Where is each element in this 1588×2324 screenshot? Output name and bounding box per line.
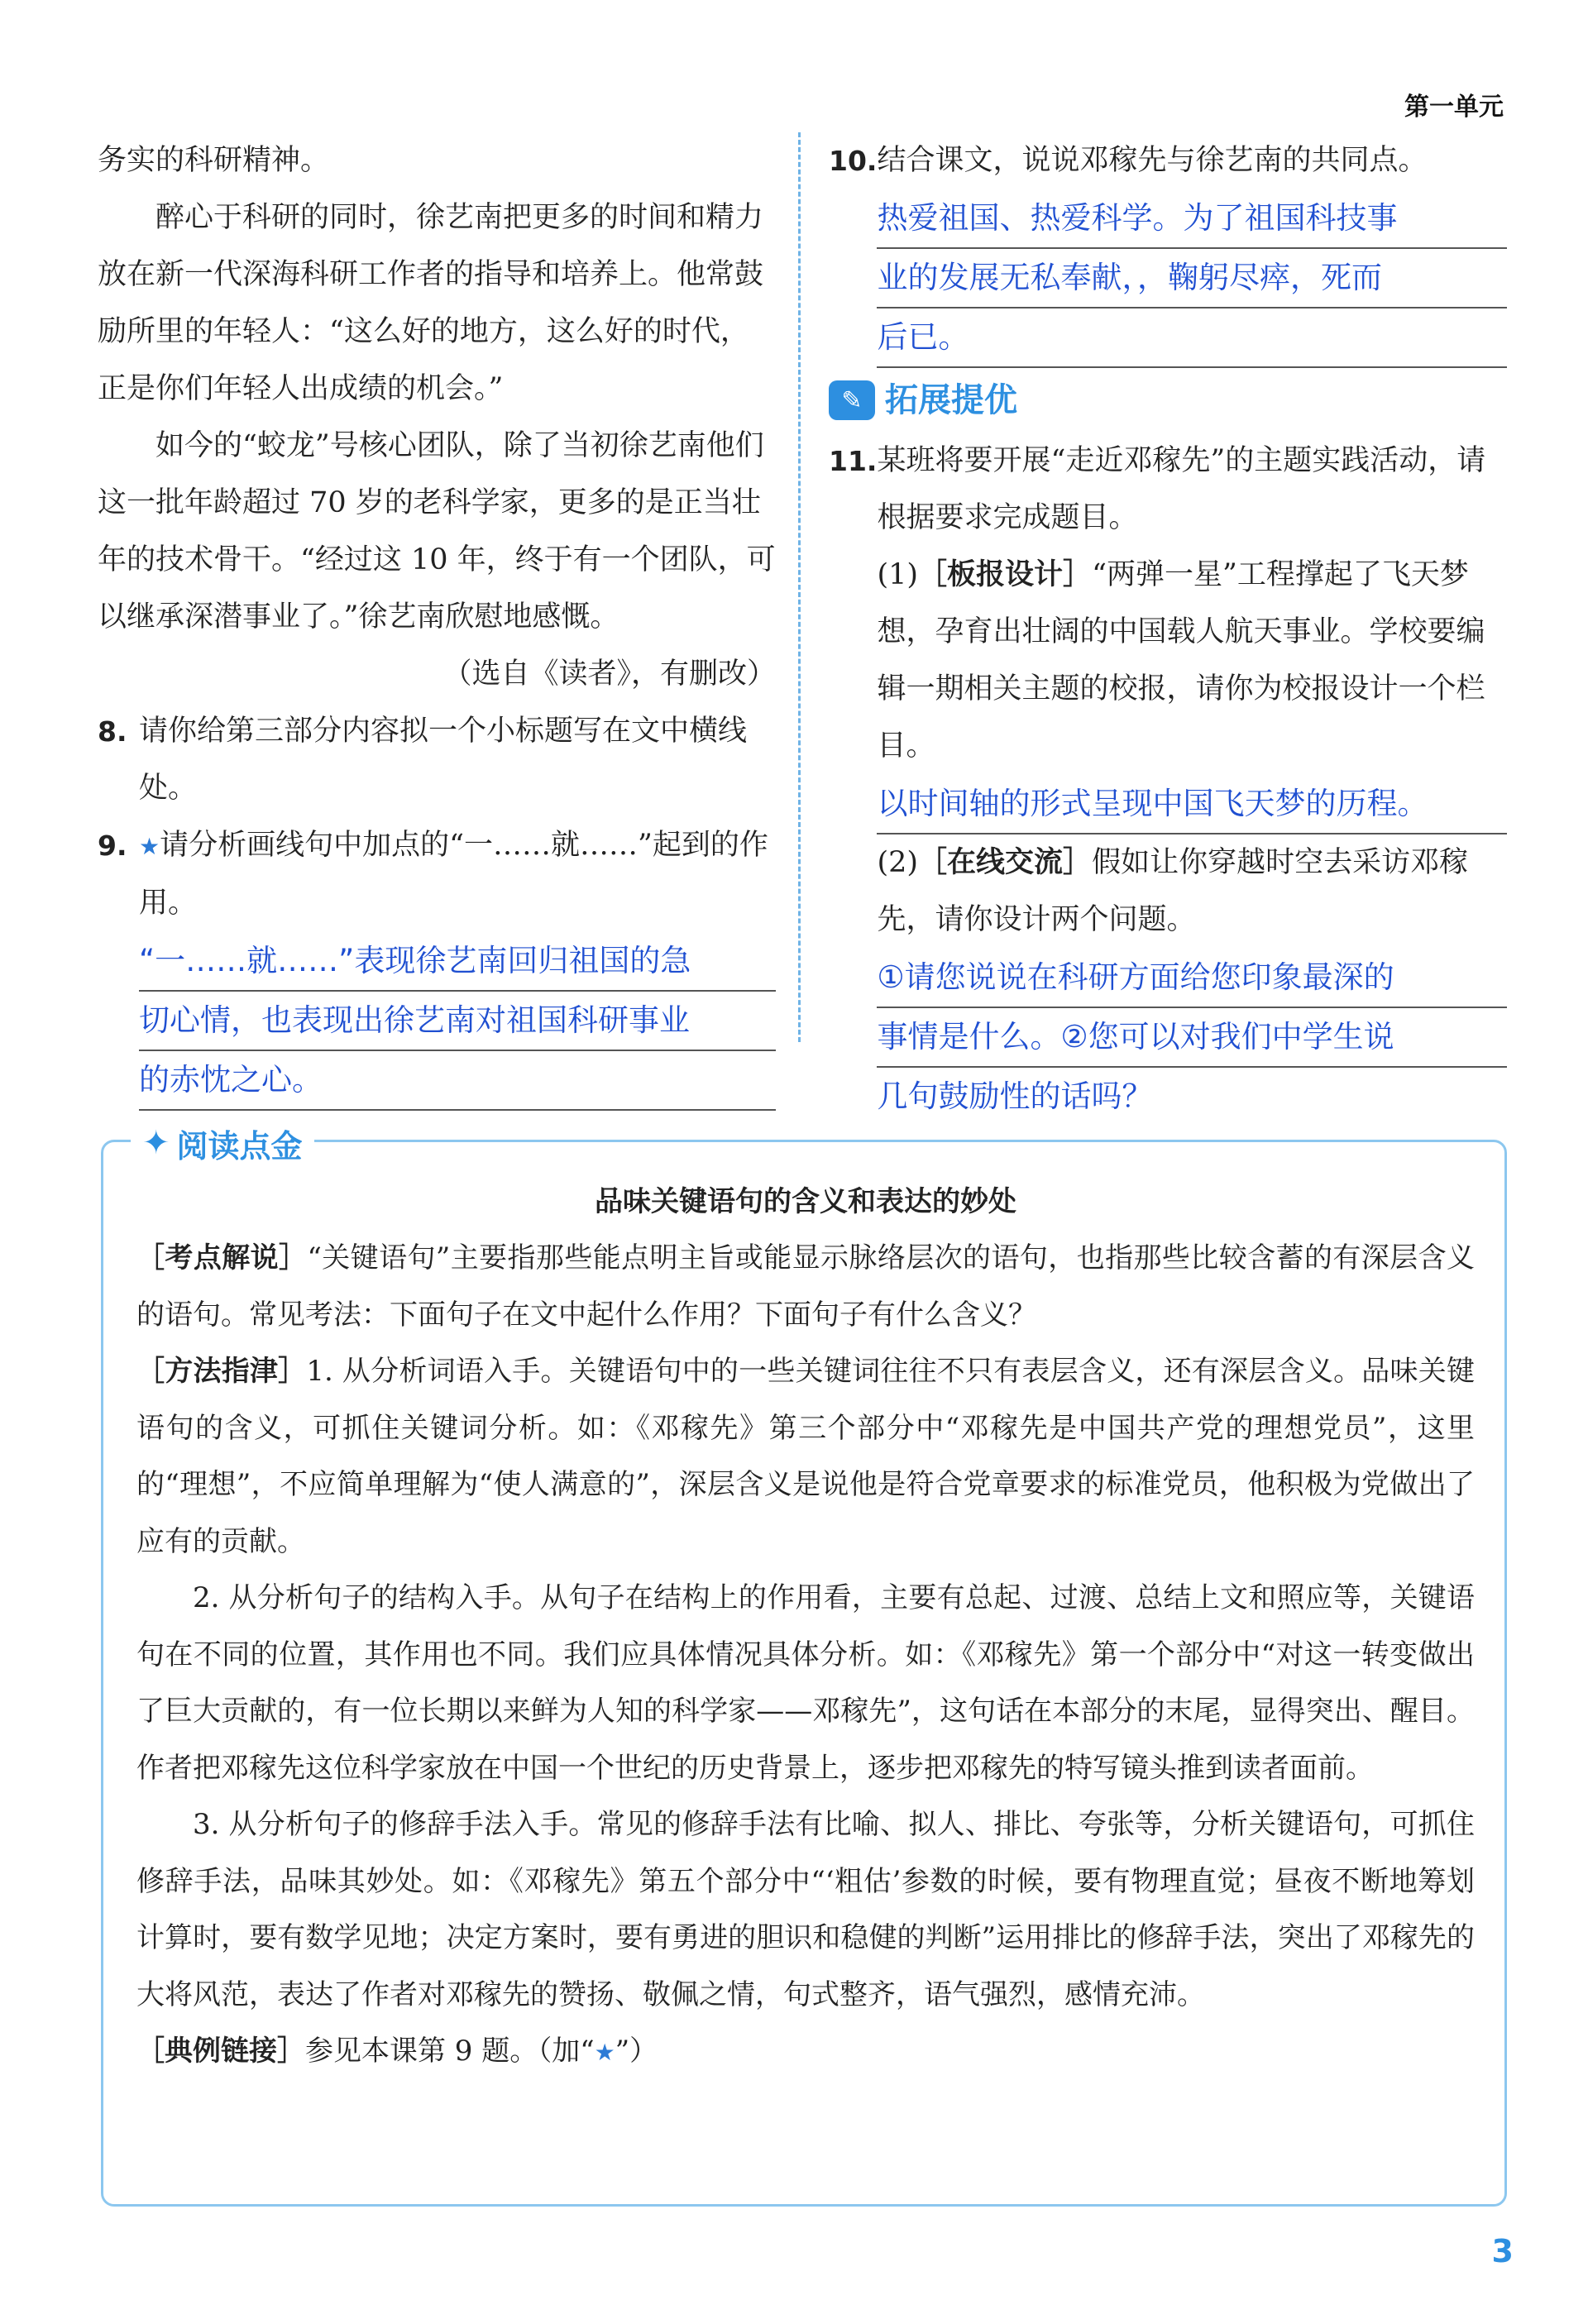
dianli-paragraph	[136, 2023, 1475, 2082]
section-header-extension	[829, 371, 1507, 429]
question-number: 8.	[98, 715, 127, 748]
star-icon: ★	[139, 833, 160, 860]
method-paragraph-3: 3. 从分析句子的修辞手法入手。常见的修辞手法有比喻、拟人、排比、夸张等，分析关键语句，可抓住修辞手法，品味其妙处。如：《邓稼先》第五个部分中“‘粗估’参数的时候，要有物理直觉；昼夜不断地筹划计算时，要有数学见地；决定方案时，要有勇进的胆识和稳健的判断”运用排比的修辞手法，突出了邓稼先的大将风范，表达了作者对邓稼先的赞扬、敬佩之情，句式整齐，语气强烈，感情充沛。	[136, 1808, 1475, 2011]
answer-line: 热爱祖国、热爱科学。为了祖国科技事	[877, 189, 1507, 249]
answer-line: 业的发展无私奉献，，鞠躬尽瘁，死而	[877, 249, 1507, 308]
answer-line: 切心情，也表现出徐艺南对祖国科研事业	[139, 992, 776, 1051]
answer-line: 以时间轴的形式呈现中国飞天梦的历程。	[877, 775, 1507, 834]
answer-line: “一……就……”表现徐艺南回归祖国的急	[139, 932, 776, 992]
reading-paragraph-0: 务实的科研精神。	[98, 144, 330, 177]
sub-question-2	[877, 834, 1507, 949]
tag-board-design: ［板报设计］	[918, 558, 1093, 591]
source-note: （选自《读者》，有删改）	[442, 658, 776, 691]
question-9	[98, 817, 776, 1111]
tag-kaodian: ［考点解说］	[136, 1241, 308, 1274]
box-header-label: 阅读点金	[176, 1127, 303, 1164]
unit-header: 第一单元	[1404, 93, 1504, 122]
answer-line: ①请您说说在科研方面给您印象最深的	[877, 949, 1507, 1008]
answer-line: 后已。	[877, 308, 1507, 368]
reading-paragraph-1: 醉心于科研的同时，徐艺南把更多的时间和精力放在新一代深海科研工作者的指导和培养上。他常鼓励所里的年轻人：“这么好的地方，这么好的时代，正是你们年轻人出成绩的机会。”	[98, 201, 764, 405]
dianli-text: 参见本课第 9 题。（加“	[305, 2035, 595, 2068]
sub-text: “两弹一星”工程撑起了飞天梦想，孕育出壮阔的中国载人航天事业。学校要编辑一期相关主题的校报，请你为校报设计一个栏目。	[877, 558, 1485, 763]
sub-label: (2)	[877, 846, 919, 879]
sparkle-icon: ✦	[142, 1124, 170, 1162]
sub-question-1	[877, 547, 1507, 775]
answer-line: 几句鼓励性的话吗？	[877, 1078, 1153, 1114]
tag-dianli: ［典例链接］	[136, 2035, 305, 2068]
method-paragraph-2: 2. 从分析句子的结构入手。从句子在结构上的作用看，主要有总起、过渡、总结上文和照应等，关键语句在不同的位置，其作用也不同。我们应具体情况具体分析。如：《邓稼先》第一个部分中“对这一转变做出了巨大贡献的，有一位长期以来鲜为人知的科学家——邓稼先”，这句话在本部分的末尾，显得突出、醒目。作者把邓稼先这位科学家放在中国一个世纪的历史背景上，逐步把邓稼先的特写镜头推到读者面前。	[136, 1581, 1475, 1785]
fangfa-text: 1. 从分析词语入手。关键语句中的一些关键词往往不只有表层含义，还有深层含义。品味关键语句的含义，可抓住关键词分析。如：《邓稼先》第三个部分中“邓稼先是中国共产党的理想党员”，这里的“理想”，不应简单理解为“使人满意的”，深层含义是说他是符合党章要求的标准党员，他积极为党做出了应有的贡献。	[136, 1355, 1475, 1558]
box-text	[136, 1230, 1475, 2082]
tag-online-chat: ［在线交流］	[918, 846, 1093, 879]
question-text: 某班将要开展“走近邓稼先”的主题实践活动，请根据要求完成题目。	[877, 444, 1486, 534]
box-header	[131, 1117, 314, 1169]
star-icon: ★	[594, 2039, 615, 2066]
question-number: 11.	[829, 445, 878, 477]
kaodian-text: “关键语句”主要指那些能点明主旨或能显示脉络层次的语句，也指那些比较含蓄的有深层含义的语句。常见考法：下面句子在文中起什么作用？下面句子有什么含义？	[136, 1241, 1476, 1332]
tag-fangfa: ［方法指津］	[136, 1355, 307, 1388]
reading-tips-box	[101, 1140, 1507, 2207]
right-column	[829, 132, 1507, 1126]
page-number: 3	[1491, 2233, 1514, 2269]
question-10	[829, 132, 1507, 368]
dianli-tail: ”）	[615, 2035, 658, 2068]
sub-label: (1)	[877, 558, 919, 591]
question-8	[98, 703, 776, 817]
answer-lines	[139, 932, 776, 1111]
question-text: 结合课文，说说邓稼先与徐艺南的共同点。	[877, 144, 1428, 177]
pencil-icon: ✎	[829, 380, 875, 420]
answer-line: 的赤忱之心。	[139, 1051, 776, 1111]
question-text: 请分析画线句中加点的“一……就……”起到的作用。	[139, 829, 768, 920]
question-11	[829, 433, 1507, 1126]
reading-paragraph-2: 如今的“蛟龙”号核心团队，除了当初徐艺南他们这一批年龄超过 70 岁的老科学家，更多的是正当壮年的技术骨干。“经过这 10 年，终于有一个团队，可以继承深潜事业了。”徐艺南欣慰地感慨。	[98, 429, 776, 634]
column-divider	[798, 132, 801, 1042]
question-number: 10.	[829, 145, 878, 177]
answer-lines	[877, 949, 1507, 1126]
answer-line: 事情是什么。②您可以对我们中学生说	[877, 1008, 1507, 1068]
left-column	[98, 132, 776, 1111]
section-title: 拓展提优	[885, 380, 1017, 419]
fangfa-paragraph	[136, 1343, 1475, 1570]
answer-lines	[877, 775, 1507, 834]
box-title: 品味关键语句的含义和表达的妙处	[595, 1185, 1016, 1218]
kaodian-paragraph	[136, 1230, 1475, 1343]
question-number: 9.	[98, 830, 127, 862]
answer-lines	[877, 189, 1507, 368]
question-text: 请你给第三部分内容拟一个小标题写在文中横线处。	[139, 715, 748, 805]
sub-text: 假如让你穿越时空去采访邓稼先，请你设计两个问题。	[877, 846, 1469, 936]
